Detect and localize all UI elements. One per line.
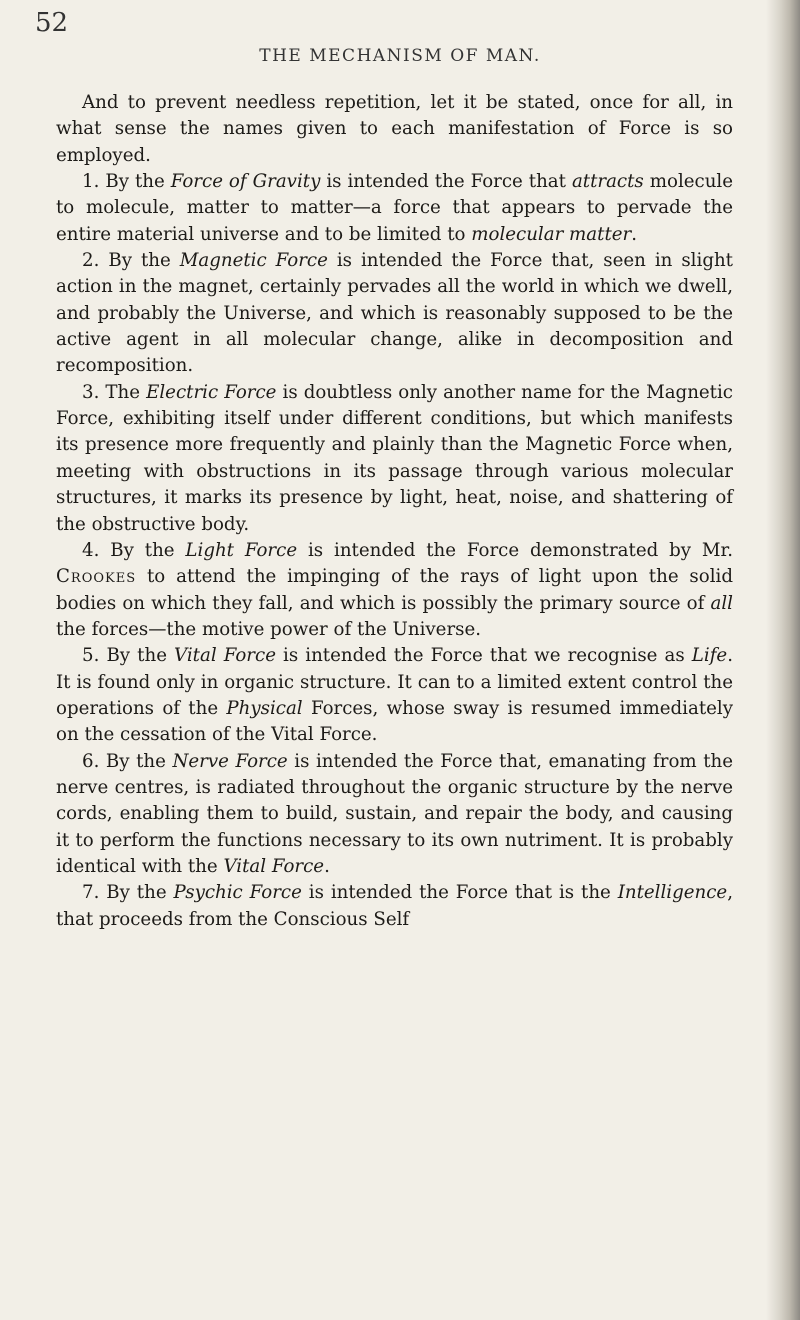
paragraph-text: is intended the Force that, seen in slight action in the magnet, certainly pervades all the world in which we dwell, and probably the Universe, and which is reasonably supposed to be the active agent in all molecular change, alike in decomposition and recomposition. — [56, 250, 733, 377]
paragraph-text: 4. By the — [82, 539, 186, 561]
paragraph-text: 7. By the — [82, 882, 174, 904]
paragraph-text: is intended the Force that is the — [301, 882, 618, 904]
paragraph-text: is intended the Force that — [320, 171, 572, 193]
paragraph-text: 5. By the — [82, 645, 175, 667]
paragraph-gravity — [56, 169, 733, 248]
paragraph-electric — [56, 380, 733, 538]
italic-term: molecular matter — [471, 223, 632, 245]
italic-term: Vital Force — [223, 855, 325, 877]
paragraph-text: . It is found only in organic structure. It can to a limited extent control the operations of the — [56, 645, 733, 719]
italic-term: Vital Force — [174, 645, 276, 667]
paragraph-light — [56, 538, 733, 643]
paragraph-text: . — [631, 223, 638, 245]
paragraph-text: 6. By the — [82, 750, 173, 772]
italic-term: all — [710, 592, 733, 614]
italic-term: attracts — [571, 171, 644, 193]
page-number: 52 — [35, 8, 69, 38]
italic-term: Psychic Force — [173, 882, 302, 904]
paragraph-text: the forces—the motive power of the Universe. — [56, 618, 482, 640]
running-head: THE MECHANISM OF MAN. — [259, 46, 541, 66]
italic-term: Light Force — [185, 539, 298, 561]
paragraph-vital — [56, 643, 733, 748]
page-edge-shadow — [766, 0, 800, 1320]
italic-term: Intelligence — [617, 882, 728, 904]
paragraph-nerve — [56, 749, 733, 881]
paragraph-intro — [56, 90, 733, 169]
italic-term: Magnetic Force — [179, 250, 328, 272]
italic-term: Physical — [226, 697, 303, 719]
paragraph-magnetic — [56, 248, 733, 380]
italic-term: Force of Gravity — [170, 171, 321, 193]
author-name: Crookes — [56, 566, 137, 588]
paragraph-text: 1. By the — [82, 171, 171, 193]
paragraph-text: is intended the Force that we recognise as — [275, 645, 692, 667]
paragraph-text: . — [324, 855, 330, 877]
paragraph-text: 3. The — [82, 381, 147, 403]
italic-term: Life — [691, 645, 728, 667]
paragraph-text: , that proceeds from the Conscious Self — [56, 882, 733, 930]
paragraph-text: is doubtless only another name for the Magnetic Force, exhibiting itself under different conditions, but which manifests its presence more frequently and plainly than the Magnetic Force when, meeting with obstructions in its passage through various molecular structures, it marks its presence by light, heat, noise, and shattering of the obstructive body. — [56, 381, 733, 535]
paragraph-text: molecule to molecule, matter to matter—a force that appears to pervade the entire material universe and to be limited to — [56, 171, 734, 245]
paragraph-text: is intended the Force demonstrated by Mr. — [297, 539, 734, 561]
paragraph-text: is intended the Force that, emanating from the nerve centres, is radiated throughout the organic structure by the nerve cords, enabling them to build, sustain, and repair the body, and causing it to perform the functions necessary to its own nutriment. It is probably identical with the — [56, 750, 733, 877]
paragraph-psychic — [56, 880, 733, 933]
paragraph-text: Forces, whose sway is resumed immediately on the cessation of the Vital Force. — [56, 697, 733, 746]
paragraph-text: 2. By the — [82, 250, 180, 272]
italic-term: Electric Force — [146, 381, 277, 403]
paragraph-text: to attend the impinging of the rays of light upon the solid bodies on which they fall, and which is possibly the primary source of — [56, 566, 733, 614]
body-text — [56, 90, 733, 933]
paragraph-text: And to prevent needless repetition, let it be stated, once for all, in what sense the names given to each manifestation of Force is so employed. — [56, 92, 733, 166]
italic-term: Nerve Force — [172, 750, 288, 772]
